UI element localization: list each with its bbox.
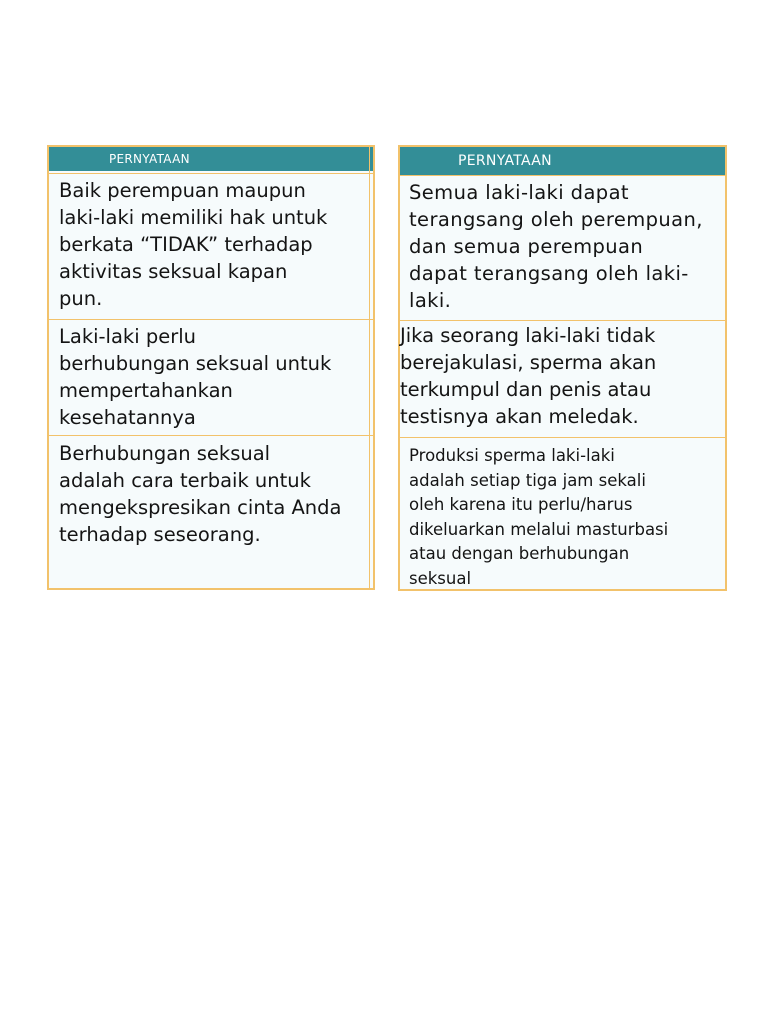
- statement-text: Produksi sperma laki-laki adalah setiap tiga jam sekali oleh karena itu perlu/harus dikeluarkan melalui masturbasi atau dengan berhubungan seksual: [409, 446, 669, 588]
- statement-text: Laki-laki perlu berhubungan seksual untuk mempertahankan kesehatannya: [59, 325, 332, 429]
- statement-text: Berhubungan seksual adalah cara terbaik untuk mengekspresikan cinta Anda terhadap seseorang.: [59, 442, 342, 546]
- statement-row: [49, 173, 373, 319]
- card-header: PERNYATAAN: [49, 147, 373, 171]
- statement-row: [49, 435, 373, 588]
- statement-card-left: [47, 145, 375, 590]
- statement-row: [400, 320, 725, 437]
- statement-text: Jika seorang laki-laki tidak berejakulasi, sperma akan terkumpul dan penis atau testisnya akan meledak.: [400, 324, 657, 428]
- statement-text: Semua laki-laki dapat terangsang oleh perempuan, dan semua perempuan dapat terangsang oleh laki- laki.: [409, 181, 703, 312]
- statement-row: [49, 319, 373, 435]
- statement-row: [400, 437, 725, 589]
- card-header: PERNYATAAN: [400, 147, 725, 175]
- statement-row: [400, 175, 725, 320]
- statement-card-right: [398, 145, 727, 591]
- statement-text: Baik perempuan maupun laki-laki memiliki hak untuk berkata “TIDAK” terhadap aktivitas seksual kapan pun.: [59, 179, 328, 310]
